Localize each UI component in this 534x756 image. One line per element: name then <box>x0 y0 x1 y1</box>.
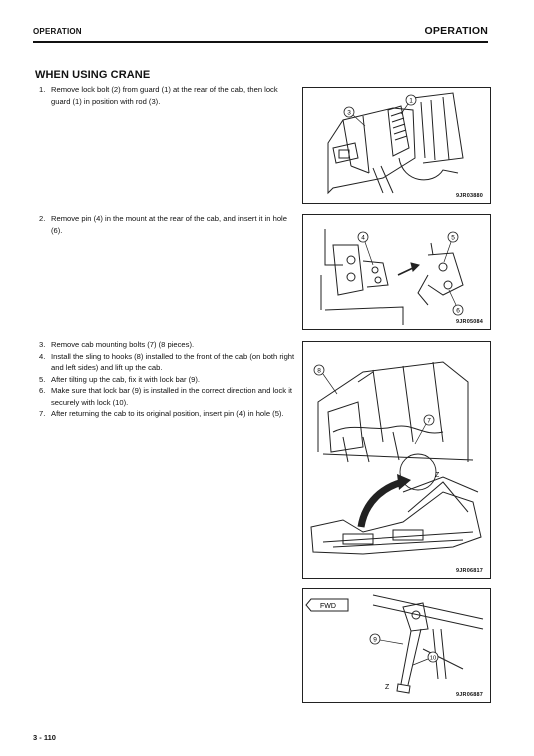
step-number: 7. <box>39 409 46 418</box>
figure-code: 9JR05084 <box>456 319 483 325</box>
pin-mount-illustration <box>303 215 490 329</box>
figure-code: 9JR06887 <box>456 692 483 698</box>
section-title: WHEN USING CRANE <box>35 69 151 81</box>
step-number: 3. <box>39 340 46 349</box>
page-number: 3 - 110 <box>33 733 56 742</box>
step-text: Remove cab mounting bolts (7) (8 pieces). <box>51 340 195 349</box>
callout-3-label: 3 <box>347 109 351 117</box>
figure-pin-mount <box>302 214 491 330</box>
callout-9-label: 9 <box>373 636 377 644</box>
fwd-label: FWD <box>320 603 336 610</box>
step-item <box>36 84 298 107</box>
callout-7-label: 7 <box>427 417 431 425</box>
figure-code: 9JR06817 <box>456 568 483 574</box>
callout-5-label: 5 <box>451 234 455 242</box>
guard-illustration <box>303 88 490 203</box>
step-item <box>36 213 298 236</box>
detail-z-label: Z <box>435 472 440 479</box>
figure-guard-lock <box>302 87 491 204</box>
step-text: Install the sling to hooks (8) installed to the front of the cab (on both right and left sides) and lift up the cab. <box>51 351 295 372</box>
cab-tilt-illustration <box>303 342 490 578</box>
step-number: 5. <box>39 374 46 384</box>
header-rule <box>33 41 488 43</box>
step-number: 2. <box>39 214 46 223</box>
step-item <box>36 374 298 386</box>
steps-group-3 <box>36 339 298 420</box>
callout-6-label: 6 <box>456 307 460 315</box>
step-text: Remove pin (4) in the mount at the rear of the cab, and insert it in hole (6). <box>51 214 287 235</box>
step-text: After tilting up the cab, fix it with lock bar (9). <box>51 374 200 384</box>
step-number: 6. <box>39 386 46 395</box>
step-text: Make sure that lock bar (9) is installed in the correct direction and lock it securely with lock (10). <box>51 386 292 407</box>
callout-8-label: 8 <box>317 367 321 375</box>
step-item <box>36 339 298 351</box>
step-text: Remove lock bolt (2) from guard (1) at the rear of the cab, then lock guard (1) in position with rod (3). <box>51 85 278 106</box>
step-number: 4. <box>39 351 46 361</box>
steps-group-2 <box>36 213 298 236</box>
step-text: After returning the cab to its original position, insert pin (4) in hole (5). <box>51 409 284 418</box>
header-right-title: OPERATION <box>424 25 488 37</box>
detail-z-label: Z <box>385 684 390 691</box>
lock-bar-illustration <box>303 589 490 702</box>
page-header <box>33 24 488 42</box>
step-item <box>36 385 298 408</box>
step-item <box>36 408 298 420</box>
figure-code: 9JR03880 <box>456 193 483 199</box>
callout-1-label: 1 <box>409 97 413 105</box>
step-item <box>36 351 298 374</box>
header-left-title: OPERATION <box>33 27 82 36</box>
callout-4-label: 4 <box>361 234 365 242</box>
figure-cab-tilt <box>302 341 491 579</box>
step-number: 1. <box>39 85 46 94</box>
figure-lock-bar <box>302 588 491 703</box>
callout-10-label: 10 <box>429 655 437 662</box>
steps-group-1 <box>36 84 298 107</box>
